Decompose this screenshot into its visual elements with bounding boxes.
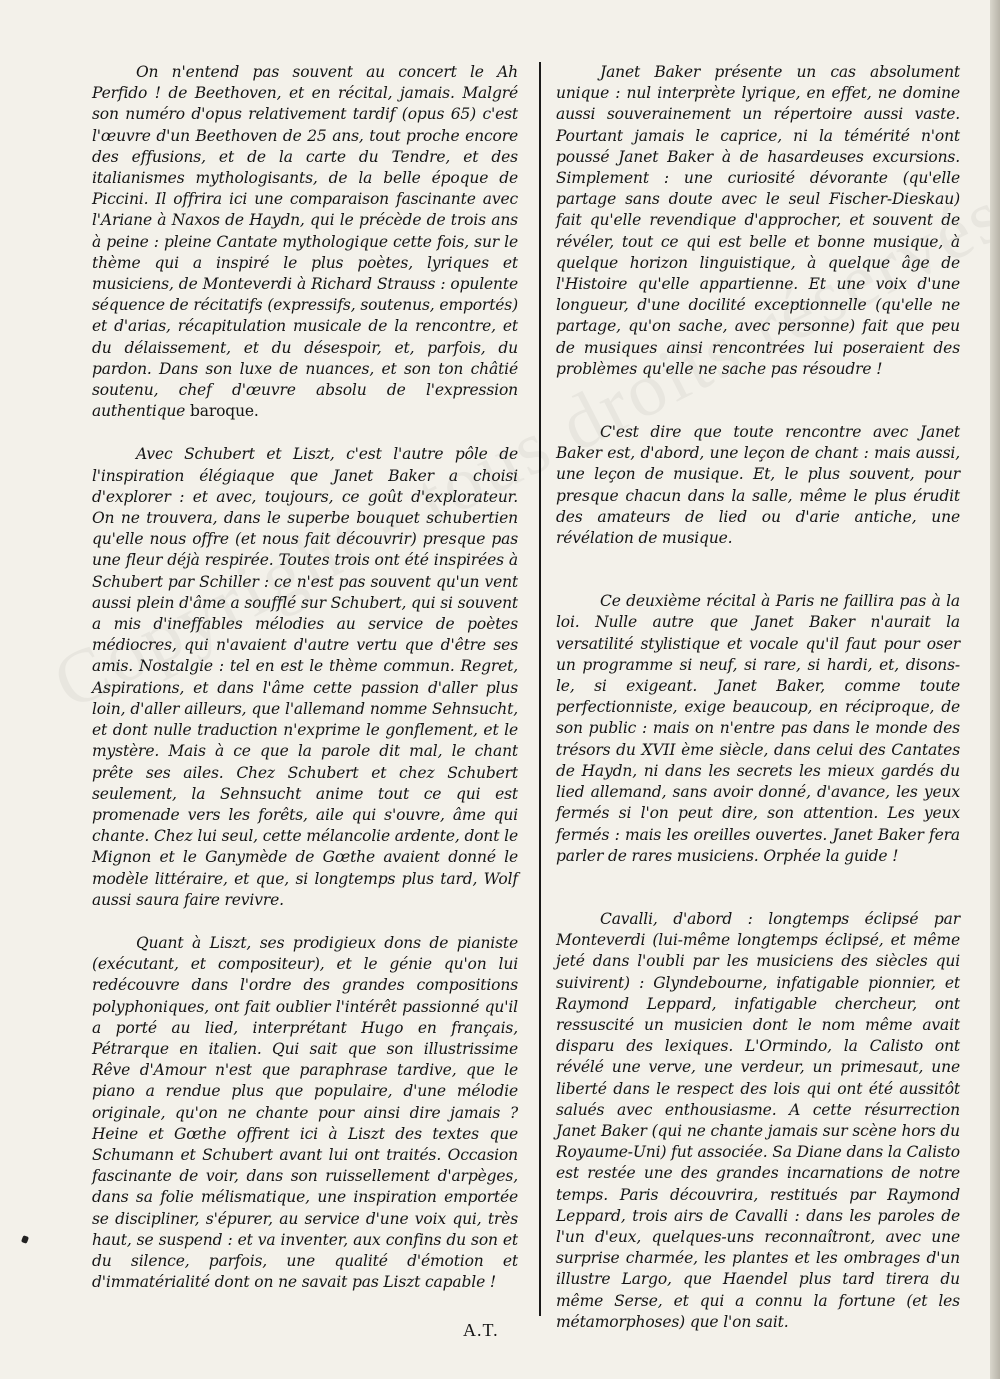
paragraph-cavalli: Cavalli, d'abord : longtemps éclipsé par Monteverdi (lui-même longtemps éclipsé, et même jeté dans l'oubli par les musiciens des siècles qui suivirent) : Glyndebourne, infatigable pionnier, et Raymond Leppard, infatigable chercheur, ont ressuscité un musicien dont le nom même avait disparu des lexiques. L'Ormindo, la Calisto ont révélé une verve, une verdeur, un primesaut, une liberté dans le respect des lois qui ont été aussitôt salués avec enthousiasme. A cette résurrection Janet Baker (qui ne chante jamais sur scène hors du Royaume-Uni) fut associée. Sa Diane dans la Calisto est restée une des grandes incarnations de notre temps. Paris découvrira, restitués par Raymond Leppard, trois airs de Cavalli : dans les paroles de l'un d'eux, quelques-uns reconnaîtront, avec une surprise charmée, les plantes et les ombrages d'un illustre Largo, que Haendel plus tard tirera du même Serse, et qui a connu la fortune (et les métamorphoses) que l'on sait. [556, 909, 960, 1331]
page-edge [990, 0, 1000, 1379]
paragraph-deuxieme-recital: Ce deuxième récital à Paris ne faillira pas à la loi. Nulle autre que Janet Baker n'aurait la versatilité stylistique et vocale qu'il faut pour oser un programme si neuf, si rare, si hardi, et, disons-le, si exigeant. Janet Baker, comme toute perfectionniste, exige beaucoup, en réciproque, de son public : mais on n'entre pas dans le monde des trésors du XVII ème siècle, dans celui des Cantates de Haydn, ni dans les secrets les mieux gardés du lied allemand, sans avoir donné, d'avance, les yeux fermés si l'on peut dire, son attention. Les yeux fermés : mais les oreilles ouvertes. Janet Baker fera parler de rares musiciens. Orphée la guide ! [556, 592, 960, 865]
ink-mark [21, 1235, 29, 1244]
paragraph-beethoven: On n'entend pas souvent au concert le Ah Perfido ! de Beethoven, et en récital, jamais. Malgré son numéro d'opus relativement tardif (opus 65) c'est l'œuvre d'un Beethoven de 25 ans, tout proche encore des effusions, et de la carte du Tendre, et des italianismes mythologisants, de la belle époque de Piccini. Il offrira ici une comparaison fascinante avec l'Ariane à Naxos de Haydn, qui le précède de trois ans à peine : pleine Cantate mythologique cette fois, sur le thème qui a inspiré le plus poètes, lyriques et musiciens, de Monteverdi à Richard Strauss : opulente séquence de récitatifs (expressifs, soutenus, emportés) et d'arias, récapitulation musicale de la rencontre, et du délaissement, et du désespoir, et, parfois, du pardon. Dans son luxe de nuances, et son ton châtié soutenu, chef d'œuvre absolu de l'expression authentique baroque. [92, 63, 518, 421]
paragraph-janet-baker: Janet Baker présente un cas absolument unique : nul interprète lyrique, en effet, ne domine aussi souverainement un répertoire aussi vaste. Pourtant jamais le caprice, ni la témérité n'ont poussé Janet Baker à de hasardeuses excursions. Simplement : une curiosité dévorante (qu'elle partage sans doute avec le seul Fischer-Dieskau) fait qu'elle revendique d'approcher, et souvent de révéler, tout ce qui est belle et bonne musique, à quelque horizon linguistique, à quelque âge de l'Histoire qu'elle appartienne. Et une voix d'une longueur, d'une docilité exceptionnelle (qu'elle ne partage, qu'on sache, avec personne) fait que peu de musiques ainsi rencontrées lui poseraient des problèmes qu'elle ne sache pas résoudre ! [556, 63, 960, 378]
column-divider [539, 62, 541, 1316]
paragraph-schubert: Avec Schubert et Liszt, c'est l'autre pôle de l'inspiration élégiaque que Janet Baker a choisi d'explorer : et avec, toujours, ce goût d'explorateur. On ne trouvera, dans le superbe bouquet schubertien qu'elle nous offre (et nous fait découvrir) presque pas une fleur déjà respirée. Toutes trois ont été inspirées à Schubert par Schiller : ce n'est pas souvent qu'un vent aussi plein d'âme a soufflé sur Schubert, qui si souvent a mis d'ineffables mélodies au service de poètes médiocres, qui n'avaient d'autre vertu que d'être ses amis. Nostalgie : tel en est le thème commun. Regret, Aspirations, et dans l'âme cette passion d'aller plus loin, d'aller ailleurs, que l'allemand nomme Sehnsucht, et dont nulle traduction n'exprime le gonflement, et le mystère. Mais à ce que la parole dit mal, le chant prête ses ailes. Chez Schubert et chez Schubert seulement, la Sehnsucht anime tout ce qui est promenade vers les forêts, aile qui s'ouvre, âme qui chante. Chez lui seul, cette mélancolie ardente, dont le Mignon et le Ganymède de Gœthe avaient donné le modèle littéraire, et que, si longtemps plus tard, Wolf aussi saura faire revivre. [92, 445, 518, 909]
paragraph-liszt: Quant à Liszt, ses prodigieux dons de pianiste (exécutant, et compositeur), et le génie qu'on lui redécouvre dans l'ordre des grandes compositions polyphoniques, ont fait oublier l'intérêt passionné qu'il a porté au lied, interprétant Hugo en français, Pétrarque en italien. Qui sait que son illustrissime Rêve d'Amour n'est que paraphrase tardive, que le piano a rendue plus que populaire, d'une mélodie originale, qu'on ne chante pour ainsi dire jamais ? Heine et Gœthe offrent ici à Liszt des textes que Schumann et Schubert avant lui ont traités. Occasion fascinante de voir, dans son ruissellement d'arpèges, dans sa folie mélismatique, une inspiration emportée se discipliner, s'épurer, au service d'une voix qui, très haut, se suspend : et va inventer, aux confins du son et du silence, parfois, une qualité d'émotion et d'immatérialité dont on ne savait pas Liszt capable ! [92, 933, 518, 1292]
author-signature: A.T. [463, 1320, 499, 1340]
left-column [92, 62, 518, 1293]
paragraph-tail: baroque. [185, 402, 259, 421]
paragraph-lecon-de-chant: C'est dire que toute rencontre avec Janet Baker est, d'abord, une leçon de chant : mais aussi, une leçon de musique. Et, le plus souvent, pour presque chacun dans la salle, même le plus érudit des amateurs de lied ou d'arie antiche, une révélation de musique. [556, 423, 960, 548]
right-column [556, 62, 960, 1333]
